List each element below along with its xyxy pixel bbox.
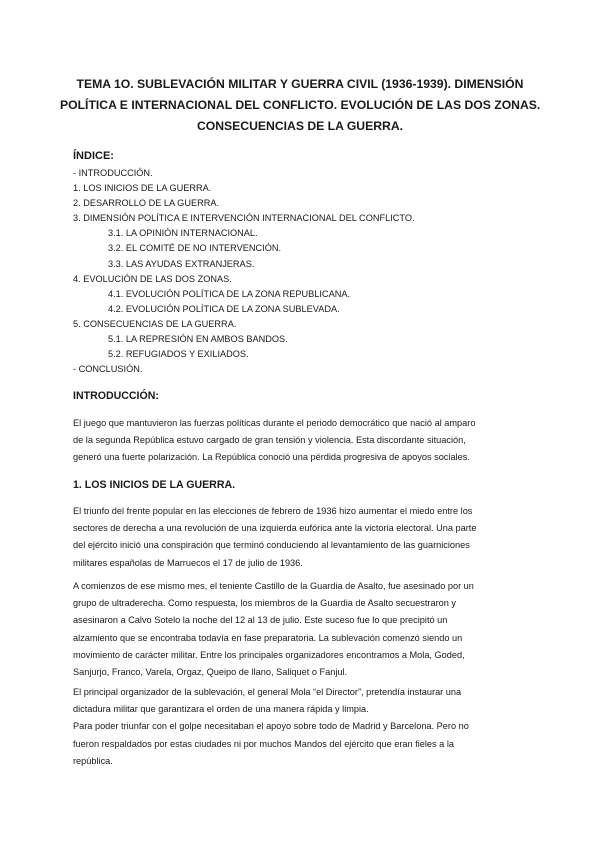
paragraph-line: El triunfo del frente popular en las elecciones de febrero de 1936 hizo aumentar el miedo entre los bbox=[73, 506, 473, 516]
toc-item: 3. DIMENSIÓN POLÍTICA E INTERVENCIÓN INTERNACIONAL DEL CONFLICTO. bbox=[73, 213, 415, 224]
document-title bbox=[60, 74, 540, 137]
paragraph-line: alzamiento que se encontraba todavía en fase preparatoria. La sublevación comenzó siendo un bbox=[73, 632, 463, 643]
toc-item: 1. LOS INICIOS DE LA GUERRA. bbox=[73, 183, 212, 194]
paragraph-line: generó una fuerte polarización. La República conoció una pérdida progresiva de apoyos sociales. bbox=[73, 452, 470, 463]
toc-item: 5. CONSECUENCIAS DE LA GUERRA. bbox=[73, 318, 237, 329]
paragraph-line: grupo de ultraderecha. Como respuesta, los miembros de la Guardia de Asalto secuestraron y bbox=[73, 598, 457, 609]
paragraph-line: movimiento de carácter militar. Entre los principales organizadores encontramos a Mola, Goded, bbox=[73, 649, 465, 660]
intro-heading: INTRODUCCIÓN: bbox=[73, 390, 159, 402]
index-heading: ÍNDICE: bbox=[73, 150, 114, 162]
toc-subitem: 5.1. LA REPRESIÓN EN AMBOS BANDOS. bbox=[108, 334, 288, 345]
toc-item: - CONCLUSIÓN. bbox=[73, 364, 143, 375]
paragraph-line: de la segunda República estuvo cargado de gran tensión y violencia. Esta discordante situación, bbox=[73, 435, 466, 446]
toc-item: - INTRODUCCIÓN. bbox=[73, 168, 153, 178]
toc-subitem: 5.2. REFUGIADOS Y EXILIADOS. bbox=[108, 349, 249, 360]
title-line: CONSECUENCIAS DE LA GUERRA. bbox=[196, 119, 404, 133]
toc-subitem: 3.3. LAS AYUDAS EXTRANJERAS. bbox=[108, 258, 255, 269]
paragraph-line: A comienzos de ese mismo mes, el teniente Castillo de la Guardia de Asalto, fue asesinado por un bbox=[73, 581, 474, 591]
toc-subitem: 4.2. EVOLUCIÓN POLÍTICA DE LA ZONA SUBLEVADA. bbox=[108, 303, 340, 314]
section1-paragraph-1 bbox=[73, 503, 535, 572]
toc-item: 2. DESARROLLO DE LA GUERRA. bbox=[73, 198, 220, 209]
paragraph-line: Para poder triunfar con el golpe necesitaban el apoyo sobre todo de Madrid y Barcelona. Pero no bbox=[73, 721, 469, 732]
toc-subitem: 4.1. EVOLUCIÓN POLÍTICA DE LA ZONA REPUBLICANA. bbox=[108, 288, 351, 299]
section1-paragraph-3 bbox=[73, 684, 535, 770]
table-of-contents bbox=[73, 166, 415, 377]
paragraph-line: república. bbox=[73, 755, 113, 766]
paragraph-line: El principal organizador de la sublevación, el general Mola “el Director”, pretendía instaurar una bbox=[73, 687, 462, 697]
paragraph-line: Sanjurjo, Franco, Varela, Orgaz, Queipo de llano, Saliquet o Fanjul. bbox=[73, 667, 348, 678]
toc-subitem: 3.1. LA OPINIÓN INTERNACIONAL. bbox=[108, 228, 258, 239]
title-line: TEMA 1O. SUBLEVACIÓN MILITAR Y GUERRA CIVIL (1936-1939). DIMENSIÓN bbox=[76, 77, 524, 91]
section1-heading: 1. LOS INICIOS DE LA GUERRA. bbox=[73, 479, 236, 491]
paragraph-line: asesinaron a Calvo Sotelo la noche del 12 al 13 de julio. Este suceso fue lo que precipitó un bbox=[73, 615, 448, 626]
paragraph-line: fueron respaldados por estas ciudades ni por muchos Mandos del ejército que eran fieles a la bbox=[73, 738, 454, 749]
title-line: POLÍTICA E INTERNACIONAL DEL CONFLICTO. EVOLUCIÓN DE LAS DOS ZONAS. bbox=[60, 98, 541, 112]
paragraph-line: sectores de derecha a una revolución de una izquierda eufórica ante la victoria electoral. Una parte bbox=[73, 523, 477, 534]
section1-paragraph-2 bbox=[73, 578, 535, 681]
paragraph-line: militares españolas de Marruecos el 17 de julio de 1936. bbox=[73, 557, 303, 568]
paragraph-line: El juego que mantuvieron las fuerzas políticas durante el periodo democrático que nació al amparo bbox=[73, 418, 476, 428]
paragraph-line: del ejército inició una conspiración que terminó conduciendo al levantamiento de las guarniciones bbox=[73, 540, 470, 551]
toc-subitem: 3.2. EL COMITÉ DE NO INTERVENCIÓN. bbox=[108, 243, 282, 254]
intro-paragraph bbox=[73, 415, 535, 467]
paragraph-line: dictadura militar que garantizara el orden de una manera rápida y limpia. bbox=[73, 704, 369, 715]
toc-item: 4. EVOLUCIÓN DE LAS DOS ZONAS. bbox=[73, 273, 232, 284]
